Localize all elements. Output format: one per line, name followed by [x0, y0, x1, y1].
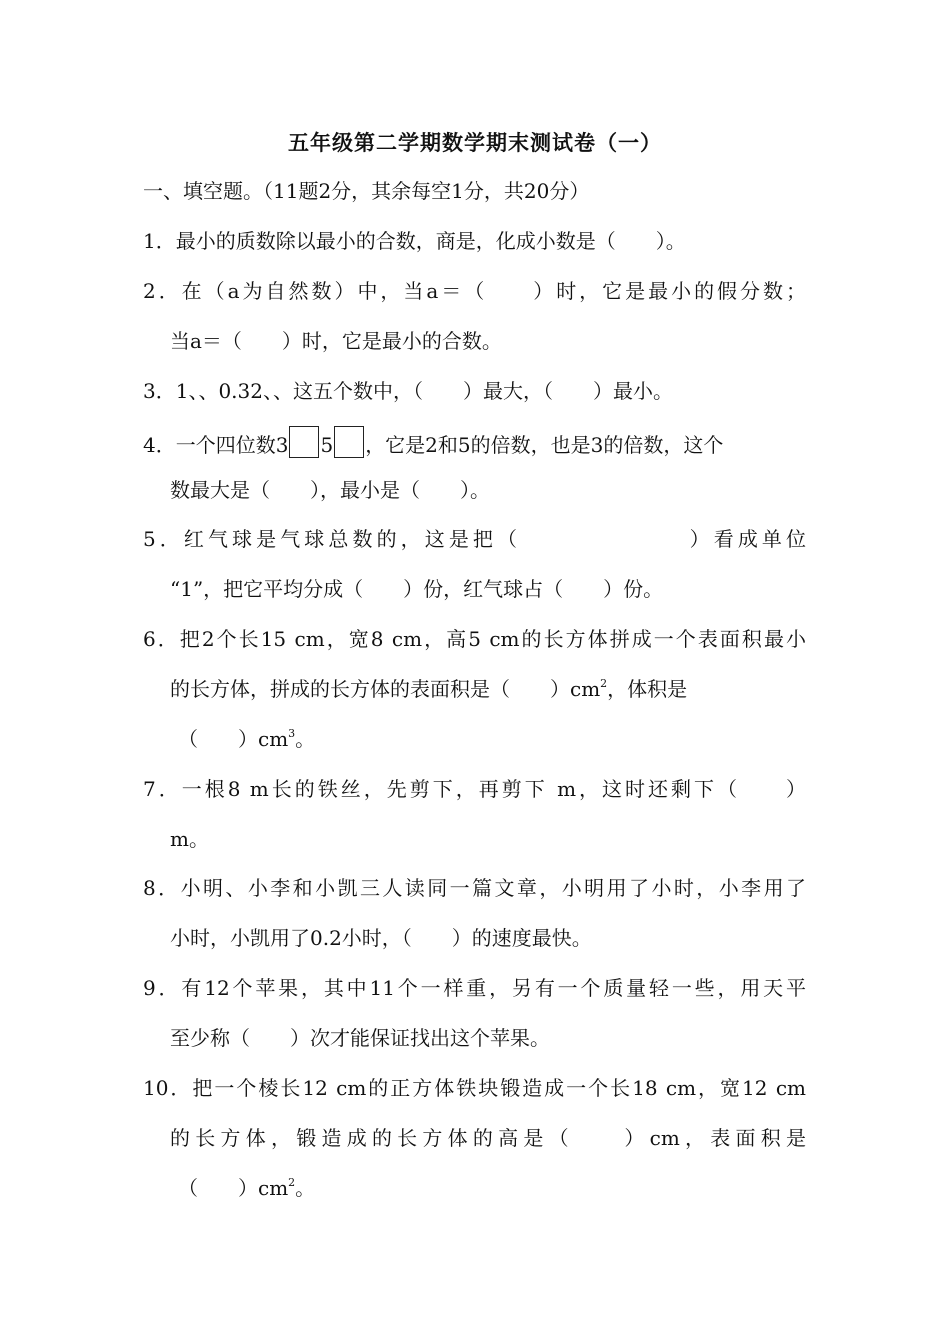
question-4-prefix: 4．一个四位数3: [143, 433, 289, 457]
question-4-middle-digit: 5: [320, 433, 334, 457]
page-title: 五年级第二学期数学期末测试卷（一）: [288, 130, 662, 155]
section-heading: 一、填空题。（11题2分，其余每空1分，共20分）: [143, 179, 590, 203]
question-6-line-2: [170, 675, 806, 703]
question-8-line-2: 小时，小凯用了0.2小时，（ ）的速度最快。: [170, 926, 592, 950]
question-7-line-1: 7．一根8 m长的铁丝，先剪下，再剪下 m，这时还剩下（ ）: [143, 777, 806, 801]
question-4-suffix: ，它是2和5的倍数，也是3的倍数，这个: [365, 433, 724, 457]
question-2-line-1: 2．在（a为自然数）中，当a＝（ ）时，它是最小的假分数；: [143, 279, 806, 303]
question-10-line-2: [170, 1124, 806, 1152]
question-10-line-1: 10．把一个棱长12 cm的正方体铁块锻造成一个长18 cm，宽12 cm: [143, 1076, 806, 1100]
question-5-line-1: 5．红气球是气球总数的，这是把（ ）看成单位: [143, 527, 806, 551]
question-5-line-2: “1”，把它平均分成（ ）份，红气球占（ ）份。: [170, 577, 664, 601]
question-9-line-1: 9．有12个苹果，其中11个一样重，另有一个质量轻一些，用天平: [143, 976, 806, 1000]
question-6-volume-text: （ ）cm: [178, 727, 289, 751]
question-8-line-1: 8．小明、小李和小凯三人读同一篇文章，小明用了小时，小李用了: [143, 876, 806, 900]
question-3: 3．1、、0.32、、这五个数中，（ ）最大，（ ）最小。: [143, 379, 673, 403]
question-6-line-1: 6．把2个长15 cm，宽8 cm，高5 cm的长方体拼成一个表面积最小: [143, 627, 806, 651]
question-1: 1．最小的质数除以最小的合数，商是，化成小数是（ ）。: [143, 229, 686, 253]
question-4-line-1: [143, 426, 806, 459]
superscript-2: 2: [288, 1176, 296, 1189]
question-6-area-suffix: ，体积是: [607, 677, 688, 701]
superscript-3: 3: [288, 727, 296, 740]
digit-blank-box[interactable]: [289, 426, 319, 458]
digit-blank-box[interactable]: [334, 426, 364, 458]
question-10-line-2-text: 的长方体，锻造成的长方体的高是（ ）cm，表面积是: [170, 1126, 806, 1150]
question-10-area-suffix: 。: [295, 1176, 316, 1200]
question-4-line-2: 数最大是（ ），最小是（ ）。: [170, 478, 490, 502]
question-2-line-2: 当a＝（ ）时，它是最小的合数。: [170, 329, 502, 353]
question-10-line-3: [178, 1174, 315, 1202]
question-6-volume-suffix: 。: [295, 727, 316, 751]
superscript-2: 2: [600, 677, 608, 690]
question-9-line-2: 至少称（ ）次才能保证找出这个苹果。: [170, 1026, 550, 1050]
question-6-line-3: [178, 725, 315, 753]
question-7-line-2: m。: [170, 827, 209, 851]
question-6-area-text: 的长方体，拼成的长方体的表面积是（ ）cm: [170, 677, 601, 701]
question-10-area-text: （ ）cm: [178, 1176, 289, 1200]
